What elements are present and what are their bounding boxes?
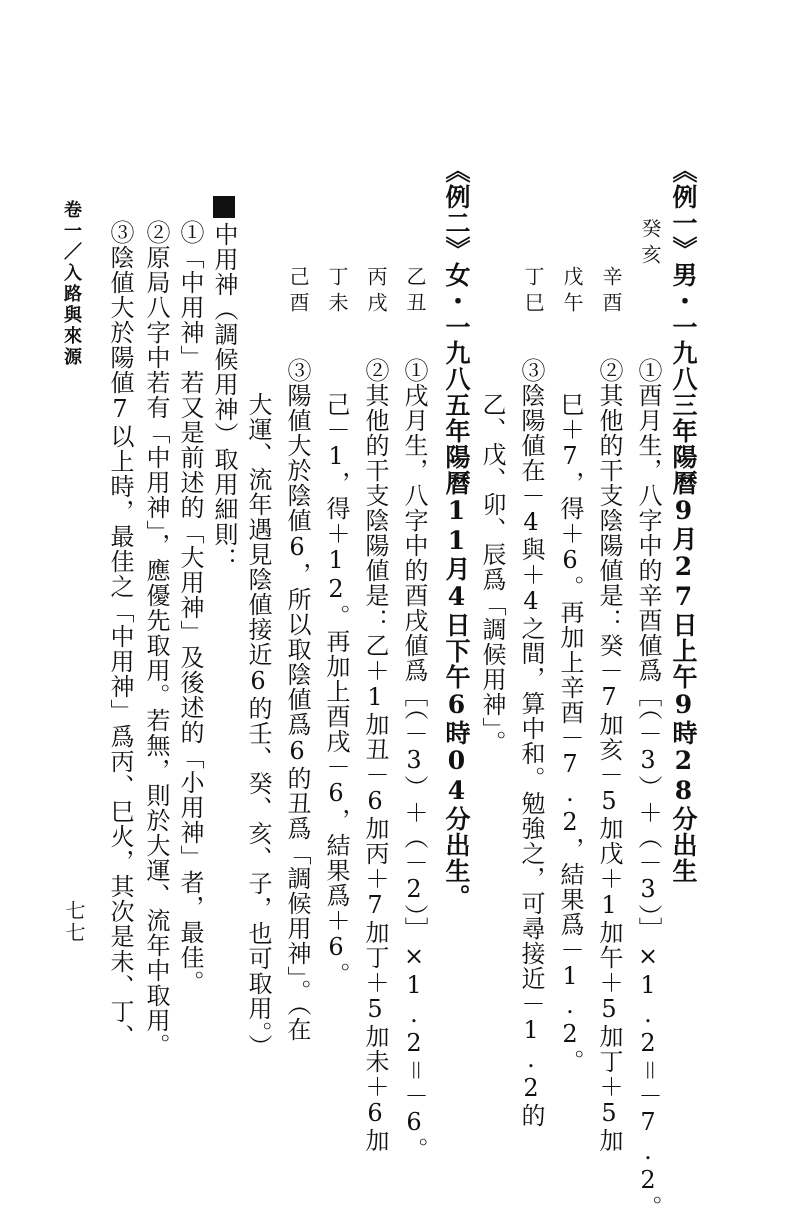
section-heading	[212, 196, 236, 572]
example2-line-3: 己－1，得＋12。再加上酉戌－6，結果爲＋6。	[322, 392, 350, 987]
example1-pillar-hour: 丁巳	[521, 266, 545, 318]
section-rule-3: ③陰値大於陽値7以上時，最佳之「中用神」爲丙、巳火，其次是未、丁、	[106, 220, 134, 1049]
page-number: 七七	[62, 900, 86, 944]
example2-line-4: ③陽値大於陰値6，所以取陰値爲6的丑爲「調候用神」。（在	[283, 358, 311, 1042]
example2-line-5: 大運、流年遇見陰値接近6的壬、癸、亥、子，也可取用。）	[244, 392, 272, 1059]
example1-line-3: 巳＋7，得＋6。再加上辛酉－7.2，結果爲－1.2。	[556, 392, 584, 1074]
example1-heading: 《例一》男・一九八三年陽曆9月27日上午9時28分出生	[669, 158, 698, 884]
square-bullet-icon	[213, 196, 235, 218]
example2-heading: 《例二》女・一九八五年陽曆11月4日下午6時04分出生。	[442, 158, 471, 910]
section-rule-1: ①「中用神」若又是前述的「大用神」及後述的「小用神」者，最佳。	[176, 220, 204, 995]
example2-pillar-year: 乙丑	[403, 266, 427, 318]
chapter-footer: 卷一／入路與來源	[61, 200, 82, 368]
section-rule-2: ②原局八字中若有「中用神」，應優先取用。若無，則於大運、流年中取用。	[142, 220, 170, 1058]
example1-line-5: 乙、戊、卯、辰爲「調候用神」。	[478, 392, 506, 755]
example2-pillar-day: 丁未	[325, 266, 349, 318]
example1-line-4: ③陰陽値在－4與＋4之間，算中和。勉強之，可尋接近－1.2的	[517, 358, 545, 1128]
example1-pillar-year: 癸亥	[638, 218, 662, 270]
example2-line-1: ①戌月生，八字中的酉戌値爲［（－3）＋（－2）］×1.2＝－6。	[400, 358, 428, 1162]
example2-pillar-month: 丙戌	[364, 266, 388, 318]
section-title: 中用神（調候用神）取用細則：	[210, 222, 238, 572]
example1-pillar-month: 辛酉	[599, 266, 623, 318]
example1-line-1: ①酉月生，八字中的辛酉値爲［（－3）＋（－3）］×1.2＝－7.2。	[634, 358, 662, 1220]
example2-line-2: ②其他的干支陰陽値是：乙＋1加丑－6加丙＋7加丁＋5加未＋6加	[361, 358, 389, 1153]
example1-line-2: ②其他的干支陰陽値是：癸－7加亥－5加戊＋1加午＋5加丁＋5加	[595, 358, 623, 1153]
example2-pillar-hour: 己酉	[286, 266, 310, 318]
example1-pillar-day: 戊午	[560, 266, 584, 318]
